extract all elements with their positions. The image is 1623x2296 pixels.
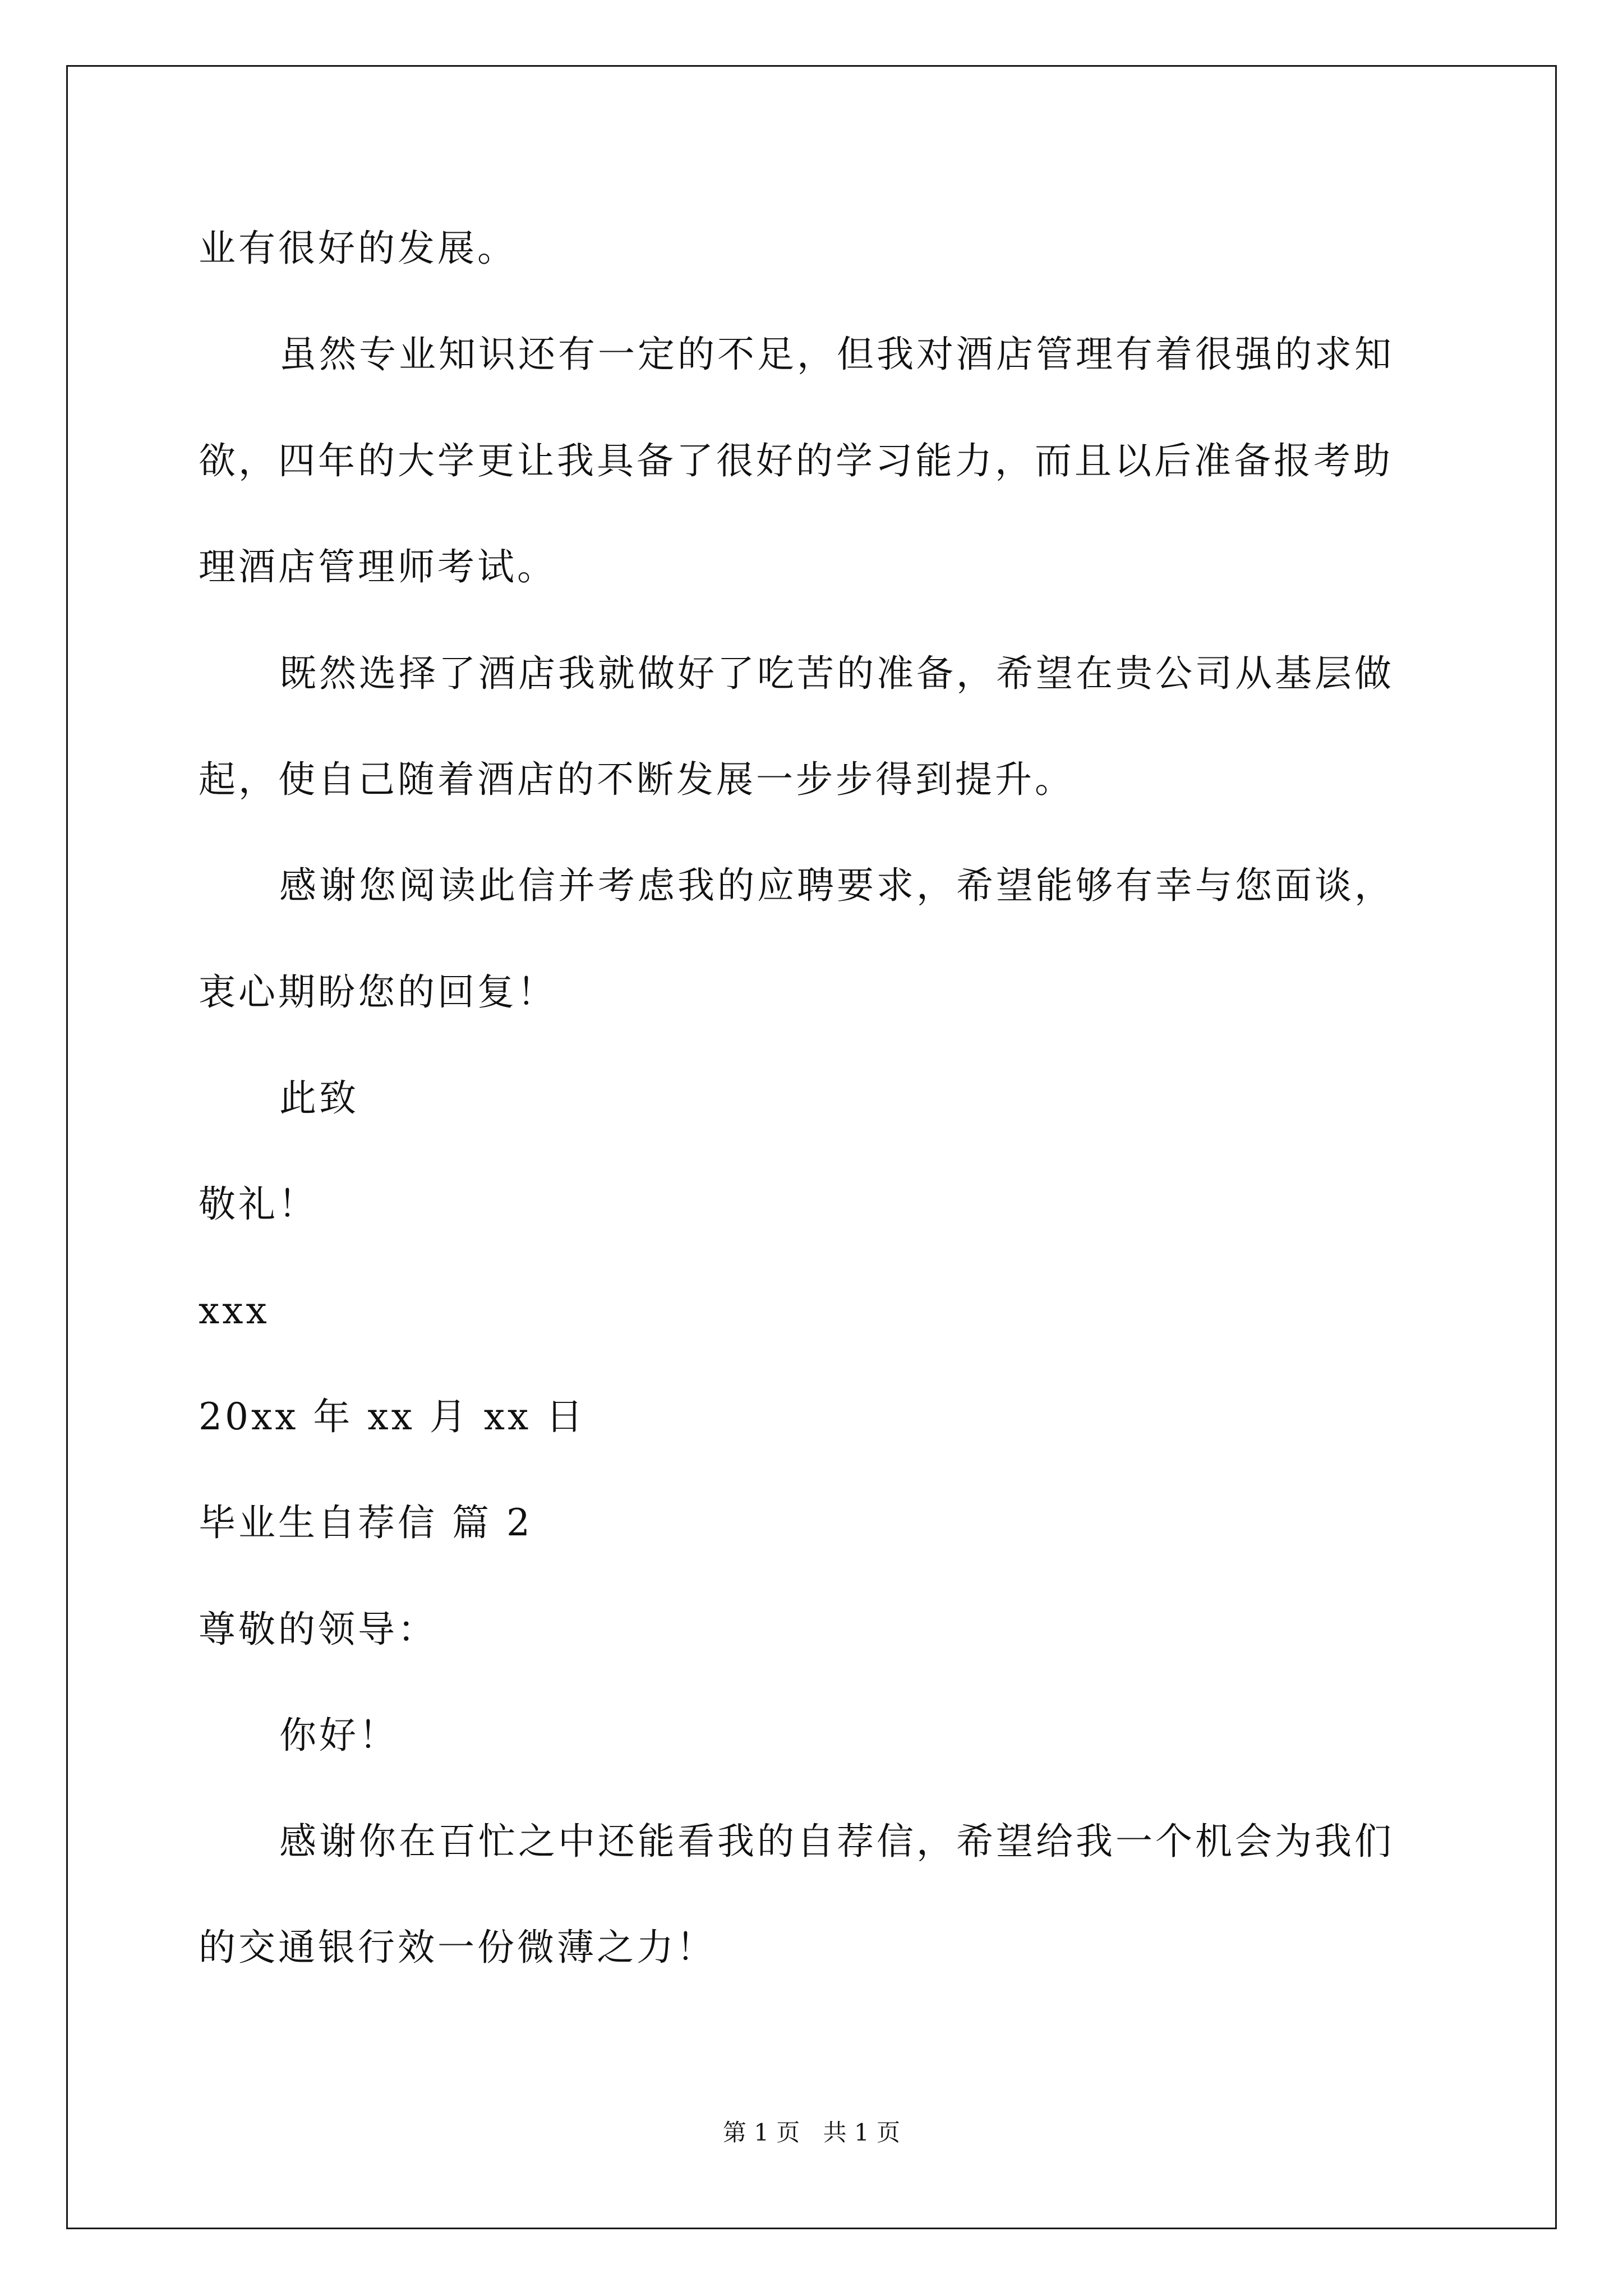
salutation-regards: 敬礼！ (199, 1182, 318, 1226)
page-border (66, 65, 1557, 2229)
text-line: 业有很好的发展。 (199, 227, 517, 270)
text-line: 感谢你在百忙之中还能看我的自荐信，希望给我一个机会为我们 (279, 1820, 1394, 1863)
greeting-recipient: 尊敬的领导： (199, 1608, 437, 1651)
text-line: 起，使自己随着酒店的不断发展一步步得到提升。 (199, 758, 1075, 801)
text-line: 理酒店管理师考试。 (199, 545, 557, 588)
text-line: 衷心期盼您的回复！ (199, 970, 557, 1014)
signature-date: 20xx 年 xx 月 xx 日 (199, 1395, 586, 1438)
text-line: 的交通银行效一份微薄之力！ (199, 1926, 716, 1969)
page-footer (0, 2119, 1623, 2147)
text-line: 欲，四年的大学更让我具备了很好的学习能力，而且以后准备报考助 (199, 439, 1393, 482)
text-line: 感谢您阅读此信并考虑我的应聘要求，希望能够有幸与您面谈， (279, 864, 1394, 907)
salutation-closing: 此致 (279, 1076, 359, 1120)
greeting: 你好！ (279, 1714, 399, 1757)
text-line: 虽然专业知识还有一定的不足，但我对酒店管理有着很强的求知 (279, 333, 1394, 376)
text-line: 既然选择了酒店我就做好了吃苦的准备，希望在贵公司从基层做 (279, 652, 1394, 695)
section-heading: 毕业生自荐信 篇 2 (199, 1501, 533, 1544)
signature-name: xxx (199, 1289, 270, 1332)
page-number: 第 1 页 (722, 2119, 800, 2146)
page-total: 共 1 页 (823, 2119, 901, 2146)
